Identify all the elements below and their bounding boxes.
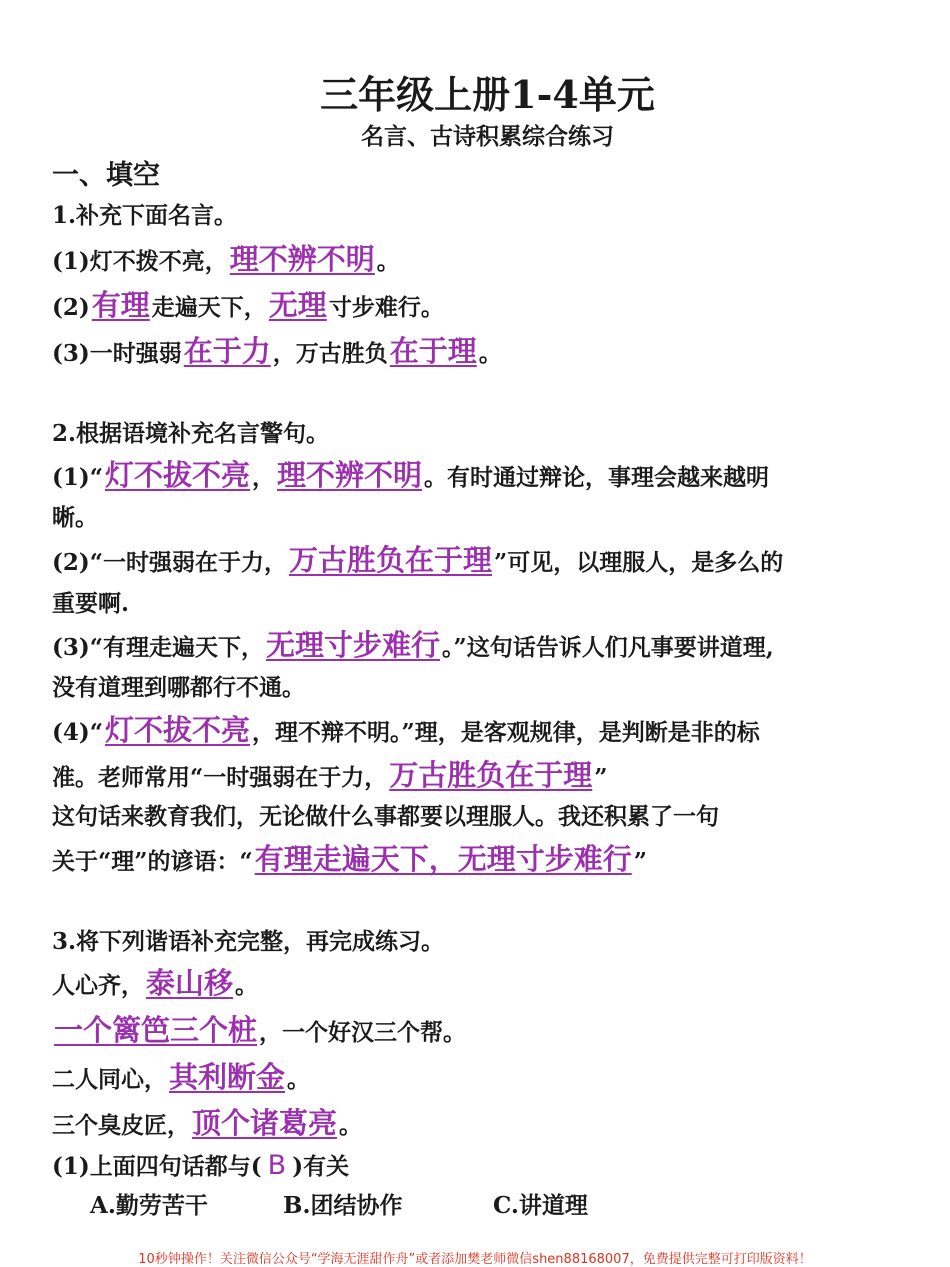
option-a: A.勤劳苦干 <box>90 1192 208 1219</box>
q2-line-7: 关于“理”的谚语：“有理走遍天下，无理寸步难行” <box>52 842 647 876</box>
answer-text: 万古胜负在于理 <box>289 543 493 577</box>
page-subtitle: 名言、古诗积累综合练习 <box>361 123 614 150</box>
q1-line-2: (2)有理走遍天下，无理寸步难行。 <box>52 288 444 322</box>
choice-answer: B <box>267 1150 287 1181</box>
q2-line-6: 这句话来教育我们，无论做什么事都要以理服人。我还积累了一句 <box>52 803 719 830</box>
answer-text: 理不辨不明 <box>277 458 423 492</box>
answer-text: 万古胜负在于理 <box>389 758 593 792</box>
section-heading: 一、填空 <box>52 160 160 191</box>
q3-line-3: 二人同心，其利断金。 <box>52 1060 311 1094</box>
q1-line-1: (1)灯不拨不亮，理不辨不明。 <box>52 242 400 276</box>
q2-heading: 2.根据语境补充名言警句。 <box>52 420 330 447</box>
option-b: B.团结协作 <box>283 1192 403 1219</box>
q1-line-3: (3)一时强弱在于力，万古胜负在于理。 <box>52 334 502 368</box>
answer-text: 其利断金 <box>169 1060 286 1094</box>
answer-text: 有理走遍天下，无理寸步难行 <box>254 842 632 876</box>
options-row <box>90 1192 588 1220</box>
answer-text: 无理寸步难行 <box>266 628 441 662</box>
q2-line-2: (2)“一时强弱在于力，万古胜负在于理”可见，以理服人，是多么的 <box>52 543 784 577</box>
q3-line-5: (1)上面四句话都与( B )有关 <box>52 1150 350 1181</box>
answer-text: 顶个诸葛亮 <box>192 1106 338 1140</box>
answer-text: 有理 <box>91 288 150 322</box>
answer-text: 无理 <box>268 288 327 322</box>
answer-text: 灯不拔不亮 <box>105 713 251 747</box>
answer-text: 在于理 <box>389 334 477 368</box>
answer-text: 泰山移 <box>146 966 234 1000</box>
q2-line-1: (1)“灯不拔不亮，理不辨不明。有时通过辩论，事理会越来越明 <box>52 458 770 492</box>
option-c: C.讲道理 <box>493 1192 588 1219</box>
q2-line-3b: 没有道理到哪都行不通。 <box>52 674 305 701</box>
answer-text: 在于力 <box>183 334 271 368</box>
q3-heading: 3.将下列谐语补充完整，再完成练习。 <box>52 928 445 955</box>
q2-line-1b: 晰。 <box>52 504 98 531</box>
q2-line-4: (4)“灯不拔不亮，理不辩不明。”理，是客观规律，是判断是非的标 <box>52 713 760 747</box>
q2-line-2b: 重要啊. <box>52 590 130 617</box>
q1-heading: 1.补充下面名言。 <box>52 202 238 229</box>
q3-line-2: 一个篱笆三个桩，一个好汉三个帮。 <box>54 1013 467 1047</box>
answer-text: 一个篱笆三个桩 <box>54 1013 258 1047</box>
footer-notice: 10秒钟操作！关注微信公众号“学海无涯甜作舟”或者添加樊老师微信shen88168007，免费提供完整可打印版资料！ <box>138 1252 812 1267</box>
answer-text: 理不辨不明 <box>229 242 375 276</box>
q3-line-1: 人心齐，泰山移。 <box>52 966 259 1000</box>
q3-line-4: 三个臭皮匠，顶个诸葛亮。 <box>52 1106 363 1140</box>
page-title: 三年级上册1-4单元 <box>320 72 655 117</box>
answer-text: 灯不拔不亮 <box>105 458 251 492</box>
q2-line-5: 准。老师常用“一时强弱在于力，万古胜负在于理” <box>52 758 608 792</box>
q2-line-3: (3)“有理走遍天下，无理寸步难行。”这句话告诉人们凡事要讲道理, <box>52 628 774 662</box>
